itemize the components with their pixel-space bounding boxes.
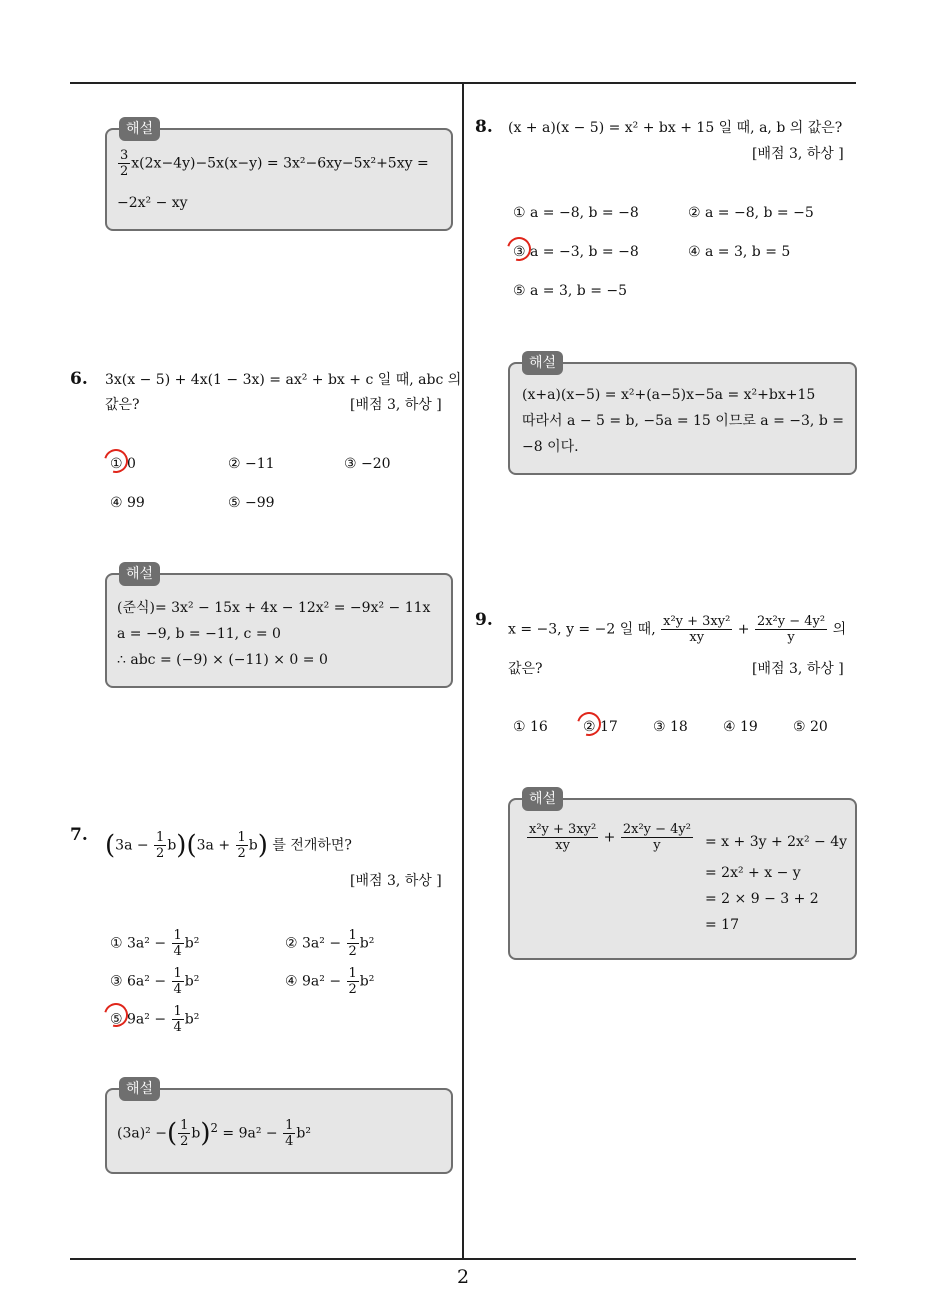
q5-solution-line1: $\frac{3}{2}$ x(2x−4y)−5x(x−y) = 3x²−6xy−5x²+5xy =: [120, 148, 429, 179]
q6-choice-2[interactable]: ② −11: [228, 456, 275, 472]
q8-solution-line1: (x+a)(x−5) = x²+(a−5)x−5a = x²+bx+15: [522, 387, 816, 403]
q5-solution-line2: −2x² − xy: [117, 195, 188, 211]
q8-stem: (x + a)(x − 5) = x² + bx + 15 일 때, a, b 의 값은?: [508, 120, 843, 136]
fraction: $\frac{1}{2}$: [156, 830, 165, 861]
q8-choice-3[interactable]: ③ a = −3, b = −8: [513, 244, 639, 260]
q9-stem-line1: x = −3, y = −2 일 때, $\frac{\text{x²y + 3xy²}}{xy}$ + $\frac{\text{2x²y − 4y²}}{y}$ 의: [508, 614, 847, 645]
q9-score-tag: [배점 3, 하상 ]: [752, 661, 844, 677]
q6-number: 6.: [70, 369, 88, 389]
q7-solution-line: (3a)² −( $\frac{1}{2}$ b)$^2$ = 9a² − $\frac{1}{4}$ b²: [117, 1118, 311, 1149]
solution-tag: 해설: [119, 117, 160, 141]
solution-tag: 해설: [119, 1077, 160, 1101]
q6-score-tag: [배점 3, 하상 ]: [350, 397, 442, 413]
q8-solution-box: [508, 355, 857, 475]
q7-choice-1[interactable]: ① 3a² − $\frac{1}{4}$ b²: [110, 928, 200, 959]
q6-solution-line2: a = −9, b = −11, c = 0: [117, 626, 281, 642]
solution-tag: 해설: [119, 562, 160, 586]
q9-solution-line3: = 2 × 9 − 3 + 2: [705, 891, 819, 907]
column-divider: [462, 82, 464, 1259]
q8-score-tag: [배점 3, 하상 ]: [752, 146, 844, 162]
q9-number: 9.: [475, 610, 493, 630]
q8-choice-4[interactable]: ④ a = 3, b = 5: [688, 244, 791, 260]
page-number: 2: [456, 1266, 470, 1288]
q9-solution-line1: = x + 3y + 2x² − 4y: [705, 834, 848, 850]
q8-choice-1[interactable]: ① a = −8, b = −8: [513, 205, 639, 221]
q9-choice-1[interactable]: ① 16: [513, 719, 548, 735]
q6-solution-line3: ∴ abc = (−9) × (−11) × 0 = 0: [117, 652, 328, 668]
q8-solution-line3: −8 이다.: [522, 439, 579, 455]
q7-number: 7.: [70, 825, 88, 845]
q6-solution-box: [105, 566, 453, 688]
q7-solution-box: [105, 1081, 453, 1174]
q7-choice-2[interactable]: ② 3a² − $\frac{1}{2}$ b²: [285, 928, 375, 959]
q8-choice-5[interactable]: ⑤ a = 3, b = −5: [513, 283, 628, 299]
q9-solution-line4: = 17: [705, 917, 739, 933]
q5-solution-box: [105, 121, 453, 231]
q9-choice-2[interactable]: ② 17: [583, 719, 618, 735]
q7-stem: (3a − $\frac{1}{2}$ b)(3a + $\frac{1}{2}$ b) 를 전개하면?: [105, 830, 352, 861]
q7-choice-3[interactable]: ③ 6a² − $\frac{1}{4}$ b²: [110, 966, 200, 997]
q9-stem-line2: 값은?: [508, 661, 543, 677]
q9-solution-box: [508, 791, 857, 960]
q6-choice-5[interactable]: ⑤ −99: [228, 495, 275, 511]
fraction: $\frac{3}{2}$: [120, 148, 129, 179]
q9-solution-line2: = 2x² + x − y: [705, 865, 801, 881]
q7-score-tag: [배점 3, 하상 ]: [350, 873, 442, 889]
q8-number: 8.: [475, 117, 493, 137]
q6-stem-line1: 3x(x − 5) + 4x(1 − 3x) = ax² + bx + c 일 때, abc 의: [105, 372, 462, 388]
q6-choice-3[interactable]: ③ −20: [344, 456, 391, 472]
q7-choice-4[interactable]: ④ 9a² − $\frac{1}{2}$ b²: [285, 966, 375, 997]
q9-choice-4[interactable]: ④ 19: [723, 719, 758, 735]
bottom-rule: [70, 1258, 856, 1260]
q6-solution-line1: (준식)= 3x² − 15x + 4x − 12x² = −9x² − 11x: [117, 600, 431, 616]
q6-choice-4[interactable]: ④ 99: [110, 495, 145, 511]
q9-choice-3[interactable]: ③ 18: [653, 719, 688, 735]
q8-solution-line2: 따라서 a − 5 = b, −5a = 15 이므로 a = −3, b =: [522, 413, 844, 429]
fraction: $\frac{1}{2}$: [237, 830, 246, 861]
q9-choice-5[interactable]: ⑤ 20: [793, 719, 828, 735]
q7-choice-5[interactable]: ⑤ 9a² − $\frac{1}{4}$ b²: [110, 1004, 200, 1035]
q6-choice-1[interactable]: ① 0: [110, 456, 136, 472]
q9-solution-lhs: $\frac{\text{x²y + 3xy²}}{xy}$ + $\frac{\text{2x²y − 4y²}}{y}$: [529, 822, 691, 853]
q6-stem-line2: 값은?: [105, 397, 140, 413]
solution-tag: 해설: [522, 351, 563, 375]
q8-choice-2[interactable]: ② a = −8, b = −5: [688, 205, 814, 221]
solution-tag: 해설: [522, 787, 563, 811]
